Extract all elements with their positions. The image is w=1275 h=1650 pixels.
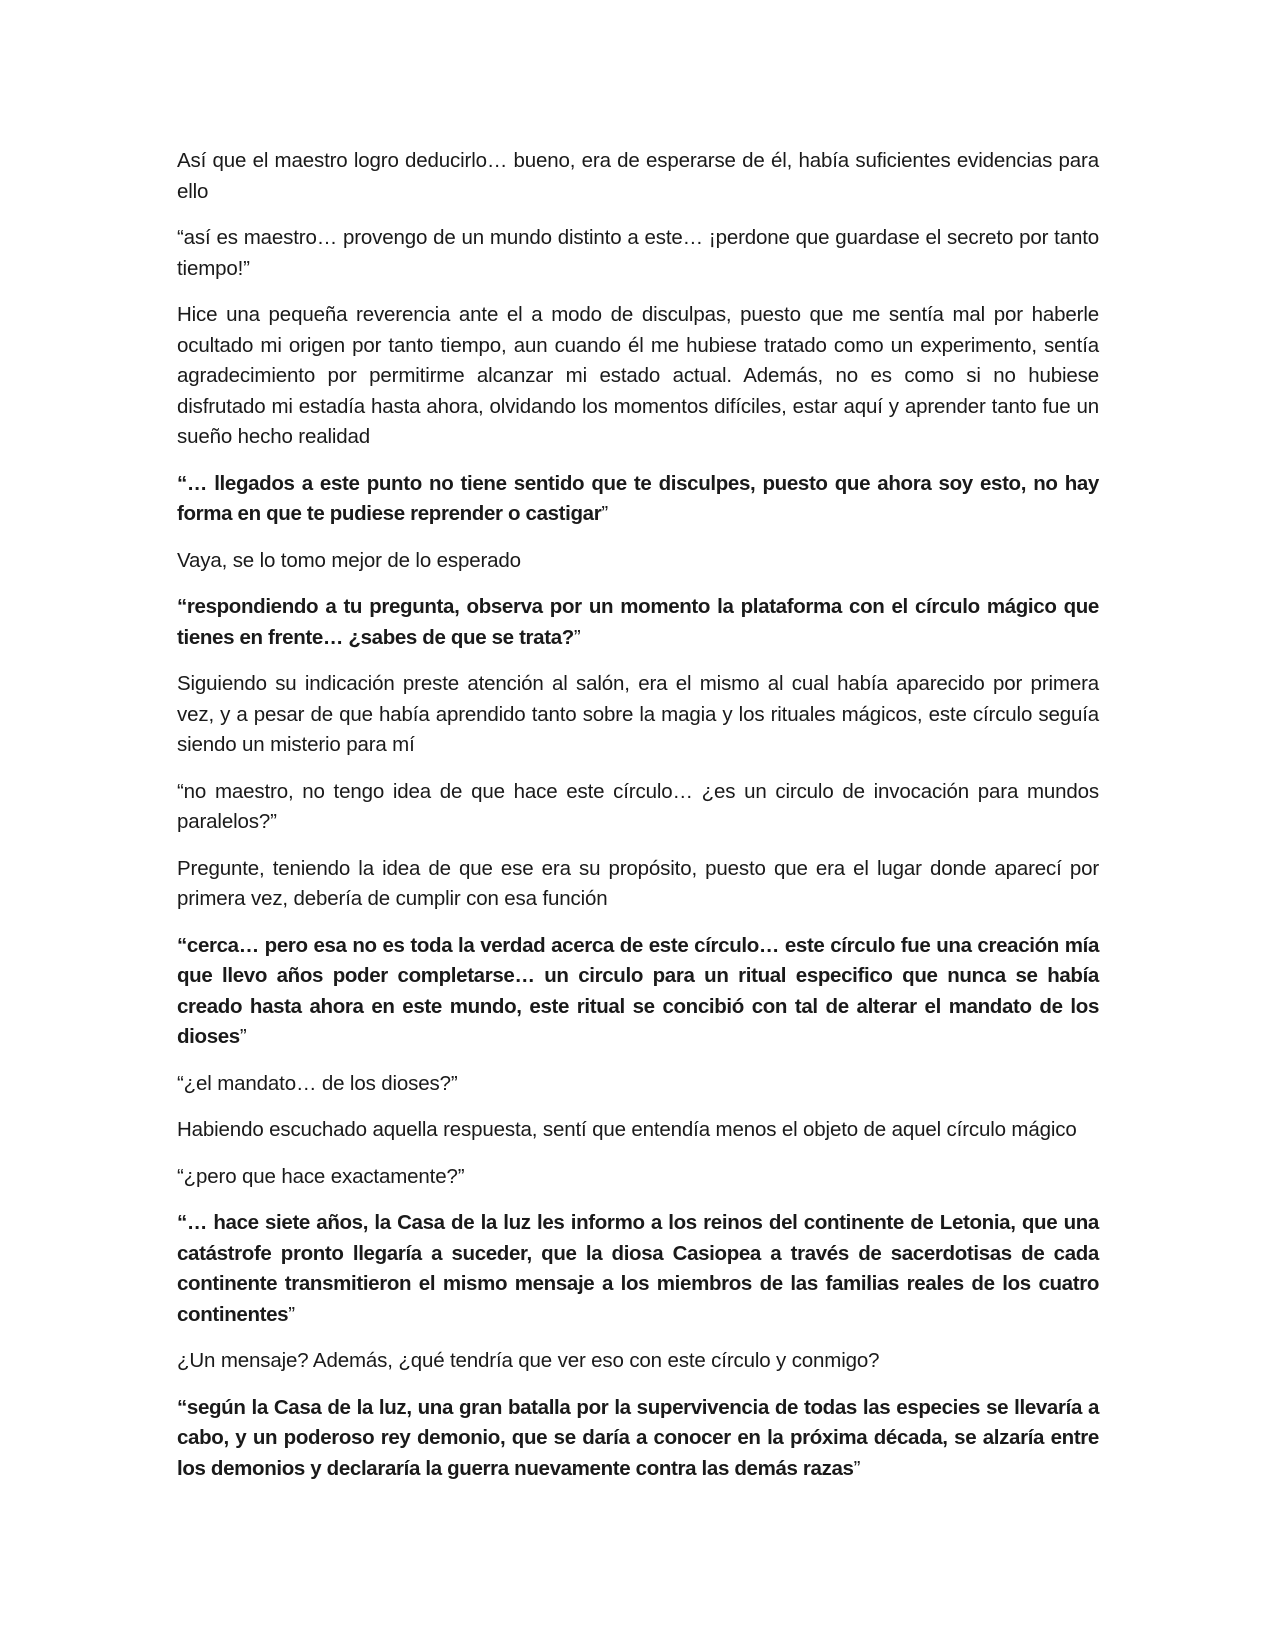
bold-dialogue-paragraph <box>177 1393 1099 1485</box>
bold-dialogue-paragraph <box>177 469 1099 530</box>
dialogue-paragraph: “¿el mandato… de los dioses?” <box>177 1071 458 1095</box>
bold-dialogue-text: “cerca… pero esa no es toda la verdad acerca de este círculo… este círculo fue una creación mía que llevo años poder completarse… un circulo para un ritual especifico que nunca se había creado hasta ahora en este mundo, este ritual se concibió con tal de alterar el mandato de los dioses <box>177 933 1099 1048</box>
closing-quote: ” <box>288 1302 295 1326</box>
dialogue-paragraph: “¿pero que hace exactamente?” <box>177 1164 465 1188</box>
paragraph: Habiendo escuchado aquella respuesta, sentí que entendía menos el objeto de aquel círculo mágico <box>177 1118 1077 1141</box>
bold-dialogue-text: “respondiendo a tu pregunta, observa por un momento la plataforma con el círculo mágico que tienes en frente… ¿sabes de que se trata? <box>177 595 1099 649</box>
dialogue-paragraph: “no maestro, no tengo idea de que hace este círculo… ¿es un circulo de invocación para mundos paralelos?” <box>177 779 1099 833</box>
document-page <box>177 146 1099 1500</box>
closing-quote: ” <box>239 1025 247 1048</box>
paragraph: ¿Un mensaje? Además, ¿qué tendría que ver eso con este círculo y conmigo? <box>177 1349 880 1372</box>
bold-dialogue-text: “según la Casa de la luz, una gran batalla por la supervivencia de todas las especies se llevaría a cabo, y un poderoso rey demonio, que se daría a conocer en la próxima década, se alzaría entre los demonios y declararía la guerra nuevamente contra las demás razas <box>177 1395 1099 1480</box>
bold-dialogue-paragraph <box>177 931 1099 1053</box>
paragraph: Así que el maestro logro deducirlo… bueno, era de esperarse de él, había suficientes evidencias para ello <box>177 149 1099 203</box>
paragraph: Vaya, se lo tomo mejor de lo esperado <box>177 548 521 572</box>
paragraph: Siguiendo su indicación preste atención al salón, era el mismo al cual había aparecido por primera vez, y a pesar de que había aprendido tanto sobre la magia y los rituales mágicos, este círculo seguía siendo un misterio para mí <box>177 672 1099 756</box>
bold-dialogue-paragraph <box>177 1208 1099 1330</box>
closing-quote: ” <box>601 502 608 525</box>
paragraph: Hice una pequeña reverencia ante el a modo de disculpas, puesto que me sentía mal por haberle ocultado mi origen por tanto tiempo, aun cuando él me hubiese tratado como un experimento, sentía agradecimiento por permitirme alcanzar mi estado actual. Además, no es como si no hubiese disfrutado mi estadía hasta ahora, olvidando los momentos difíciles, estar aquí y aprender tanto fue un sueño hecho realidad <box>177 303 1099 448</box>
closing-quote: ” <box>573 625 581 649</box>
paragraph: Pregunte, teniendo la idea de que ese era su propósito, puesto que era el lugar donde aparecí por primera vez, debería de cumplir con esa función <box>177 856 1099 910</box>
closing-quote: ” <box>853 1456 861 1480</box>
bold-dialogue-text: “… llegados a este punto no tiene sentido que te disculpes, puesto que ahora soy esto, no hay forma en que te pudiese reprender o castigar <box>177 471 1099 525</box>
dialogue-paragraph: “así es maestro… provengo de un mundo distinto a este… ¡perdone que guardase el secreto por tanto tiempo!” <box>177 226 1099 280</box>
bold-dialogue-text: “… hace siete años, la Casa de la luz les informo a los reinos del continente de Letonia, que una catástrofe pronto llegaría a suceder, que la diosa Casiopea a través de sacerdotisas de cada continente transmitieron el mismo mensaje a los miembros de las familias reales de los cuatro continentes <box>177 1211 1099 1326</box>
bold-dialogue-paragraph <box>177 592 1099 653</box>
